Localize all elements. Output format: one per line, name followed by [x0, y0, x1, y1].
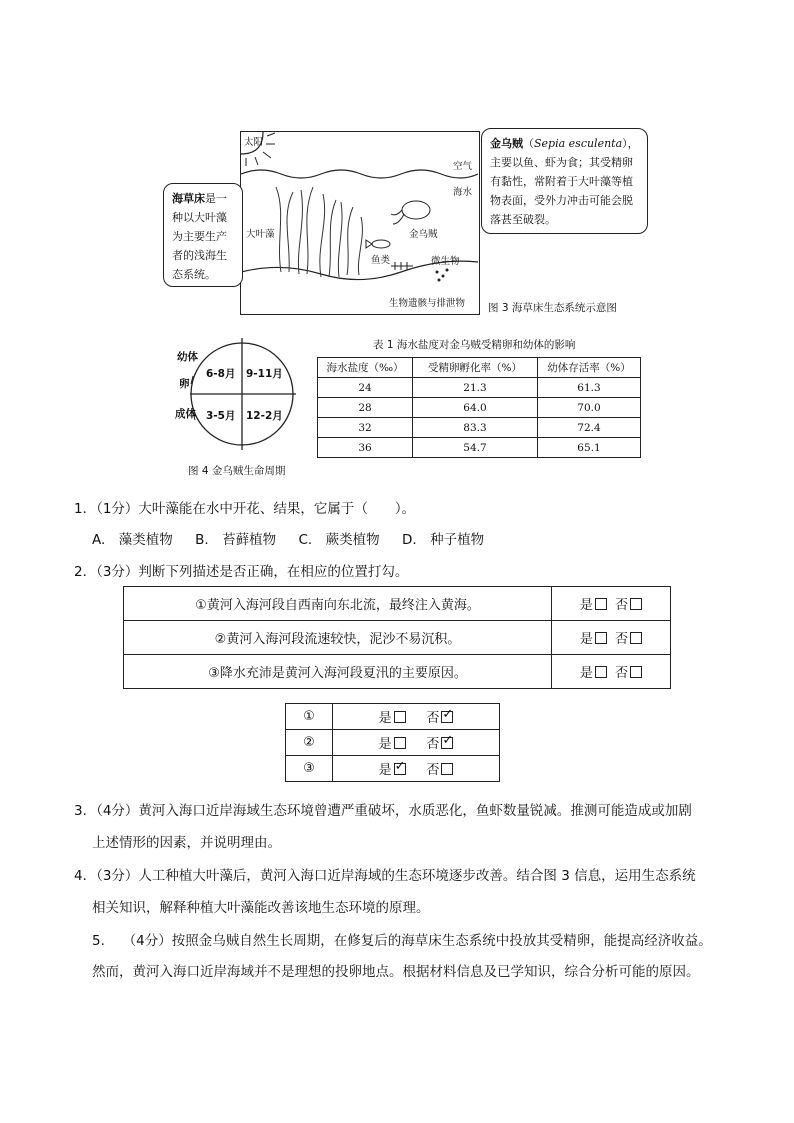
question-3-line-1: 3．（4分）黄河入海口近岸海域生态环境曾遭严重破坏，水质恶化，鱼虾数量锐减。推测可能造成或加剧 — [74, 803, 692, 819]
no-checkbox-checked — [441, 737, 453, 749]
air-label: 空气 — [453, 161, 473, 172]
life-cycle-diagram — [190, 336, 300, 456]
choice-c[interactable]: C. 蕨类植物 — [298, 532, 380, 548]
no-checkbox-checked — [441, 711, 453, 723]
adult-label: 成体 — [175, 408, 196, 420]
fish-label: 鱼类 — [371, 255, 391, 266]
question-5-line-2: 然而，黄河入海口近岸海域并不是理想的投卵地点。根据材料信息及已学知识，综合分析可能的原因。 — [92, 964, 700, 980]
yes-checkbox-checked — [394, 763, 406, 775]
table-cell: 28 — [318, 398, 413, 418]
table1-title: 表 1 海水盐度对金乌贼受精卵和幼体的影响 — [373, 339, 576, 351]
table-header-row — [318, 358, 641, 378]
answer-mark: ① — [286, 704, 333, 730]
period-dec-feb: 12-2月 — [246, 410, 283, 422]
table-row — [124, 587, 671, 621]
cuttlefish-term: 金乌贼 — [490, 137, 523, 150]
yes-no-choice[interactable] — [552, 655, 671, 689]
sun-label: 太阳 — [244, 137, 264, 148]
statement-1: ①黄河入海河段自西南向东北流，最终注入黄海。 — [124, 587, 552, 621]
no-checkbox[interactable] — [630, 632, 642, 644]
answer-choice — [333, 704, 500, 730]
no-label: 否 — [615, 666, 629, 681]
cuttlefish-description: 主要以鱼、虾为食；其受精卵有黏性，常附着于大叶藻等植物表面，受外力冲击可能会脱落甚至破裂。 — [490, 156, 633, 226]
yes-checkbox — [394, 737, 406, 749]
yes-no-choice[interactable] — [552, 621, 671, 655]
no-label: 否 — [615, 632, 629, 647]
column-header: 海水盐度（‰） — [318, 358, 413, 378]
seagrass-definition: 是一种以大叶藻为主要生产者的浅海生态系统。 — [172, 192, 227, 281]
table-row — [318, 418, 641, 438]
figure3-caption: 图 3 海草床生态系统示意图 — [488, 302, 617, 314]
no-label: 否 — [426, 711, 440, 726]
table-cell: 65.1 — [538, 438, 641, 458]
larva-label: 幼体 — [177, 351, 198, 363]
table-cell: 83.3 — [413, 418, 538, 438]
column-header: 幼体存活率（%） — [538, 358, 641, 378]
cuttlefish-callout: 金乌贼（Sepia esculenta），主要以鱼、虾为食；其受精卵有黏性，常附着于大叶藻等植物表面，受外力冲击可能会脱落甚至破裂。 — [481, 128, 648, 234]
table-row — [124, 621, 671, 655]
question-4-line-2: 相关知识，解释种植大叶藻能改善该地生态环境的原理。 — [92, 900, 430, 916]
period-jun-aug: 6-8月 — [206, 368, 236, 380]
choice-d[interactable]: D. 种子植物 — [401, 532, 485, 548]
question-3-line-2: 上述情形的因素，并说明理由。 — [92, 835, 281, 851]
answer-choice — [333, 756, 500, 782]
yes-checkbox — [394, 711, 406, 723]
seagrass-illustration — [241, 132, 478, 313]
cuttlefish-label: 金乌贼 — [409, 229, 438, 240]
table-cell: 64.0 — [413, 398, 538, 418]
yes-label: 是 — [579, 666, 593, 681]
statement-3: ③降水充沛是黄河入海河段夏汛的主要原因。 — [124, 655, 552, 689]
no-checkbox[interactable] — [630, 666, 642, 678]
table-cell: 72.4 — [538, 418, 641, 438]
table-cell: 54.7 — [413, 438, 538, 458]
period-mar-may: 3-5月 — [206, 410, 236, 422]
table-row — [286, 730, 500, 756]
no-checkbox — [441, 763, 453, 775]
period-sep-nov: 9-11月 — [246, 368, 283, 380]
table-cell: 36 — [318, 438, 413, 458]
answer-choice — [333, 730, 500, 756]
yes-checkbox[interactable] — [595, 598, 607, 610]
no-label: 否 — [615, 598, 629, 613]
figure4-caption: 图 4 金乌贼生命周期 — [188, 465, 286, 477]
table-row — [318, 438, 641, 458]
cuttlefish-latin-name: Sepia esculenta — [534, 137, 623, 150]
salinity-table — [317, 357, 641, 458]
question-4-line-1: 4．（3分）人工种植大叶藻后，黄河入海口近岸海域的生态环境逐步改善。结合图 3 信息，运用生态系统 — [74, 868, 696, 884]
yes-checkbox[interactable] — [595, 666, 607, 678]
answer-mark: ③ — [286, 756, 333, 782]
no-label: 否 — [426, 737, 440, 752]
seagrass-ecosystem-figure — [240, 131, 480, 315]
yes-label: 是 — [579, 598, 593, 613]
question-1: 1．（1分）大叶藻能在水中开花、结果，它属于（ ）。 — [74, 501, 416, 517]
table-row — [318, 378, 641, 398]
debris-label: 生物遗骸与排泄物 — [389, 298, 466, 309]
question-1-choices — [92, 528, 502, 548]
no-checkbox[interactable] — [630, 598, 642, 610]
table-cell: 32 — [318, 418, 413, 438]
table-row — [286, 756, 500, 782]
yes-label: 是 — [378, 711, 392, 726]
yes-label: 是 — [378, 763, 392, 778]
egg-label: 卵 — [179, 378, 190, 390]
choice-a[interactable]: A. 藻类植物 — [92, 532, 173, 548]
table-cell: 70.0 — [538, 398, 641, 418]
table-cell: 61.3 — [538, 378, 641, 398]
question-5-line-1: 5. （4分）按照金乌贼自然生长周期，在修复后的海草床生态系统中投放其受精卵，能提高经济收益。 — [92, 933, 712, 949]
seagrass-term: 海草床 — [172, 192, 205, 205]
kelp-label: 大叶藻 — [246, 229, 275, 240]
microbe-label: 微生物 — [431, 256, 460, 267]
yes-label: 是 — [579, 632, 593, 647]
question-2: 2．（3分）判断下列描述是否正确，在相应的位置打勾。 — [74, 564, 409, 580]
table-row — [318, 398, 641, 418]
column-header: 受精卵孵化率（%） — [413, 358, 538, 378]
true-false-table — [123, 586, 671, 689]
table-row — [124, 655, 671, 689]
yes-no-choice[interactable] — [552, 587, 671, 621]
yes-label: 是 — [378, 737, 392, 752]
statement-2: ②黄河入海河段流速较快，泥沙不易沉积。 — [124, 621, 552, 655]
no-label: 否 — [426, 763, 440, 778]
answer-table — [285, 703, 500, 782]
seagrass-definition-callout — [163, 183, 243, 287]
seawater-label: 海水 — [453, 187, 473, 198]
table-cell: 24 — [318, 378, 413, 398]
table-cell: 21.3 — [413, 378, 538, 398]
answer-mark: ② — [286, 730, 333, 756]
choice-b[interactable]: B. 苔藓植物 — [195, 532, 277, 548]
yes-checkbox[interactable] — [595, 632, 607, 644]
table-row — [286, 704, 500, 730]
